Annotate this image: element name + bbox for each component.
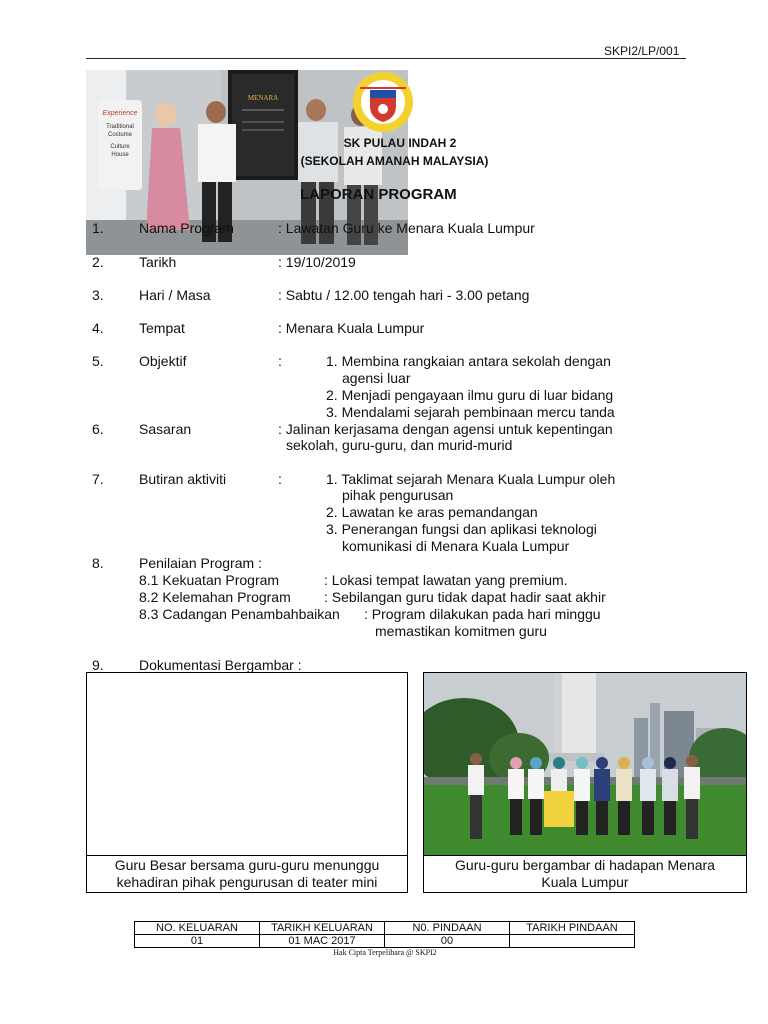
activity-line: 2. Lawatan ke aras pemandangan — [326, 504, 538, 520]
evaluation-value-strength: : Lokasi tempat lawatan yang premium. — [324, 572, 568, 588]
school-crest-logo — [352, 70, 414, 134]
evaluation-label-weakness: 8.2 Kelemahan Program — [139, 589, 291, 605]
activity-line: komunikasi di Menara Kuala Lumpur — [342, 538, 570, 554]
revision-cell — [510, 935, 635, 948]
item-label-date: Tarikh — [139, 254, 177, 270]
activity-line: 1. Taklimat sejarah Menara Kuala Lumpur oleh — [326, 471, 616, 487]
school-subtitle: (SEKOLAH AMANAH MALAYSIA) — [300, 154, 489, 168]
item-value-venue: : Menara Kuala Lumpur — [278, 320, 425, 336]
activity-line: pihak pengurusan — [342, 487, 454, 503]
item-number: 4. — [92, 320, 104, 336]
photo-frame-left-empty — [86, 672, 408, 856]
report-title: LAPORAN PROGRAM — [300, 186, 457, 203]
photo-caption-left-line: Guru Besar bersama guru-guru menunggu — [114, 857, 380, 873]
item-colon: : — [278, 471, 282, 487]
item-number: 5. — [92, 353, 104, 369]
revision-cell: 01 — [135, 935, 260, 948]
item-number: 2. — [92, 254, 104, 270]
revision-cell: 00 — [385, 935, 510, 948]
target-line: sekolah, guru-guru, dan murid-murid — [286, 437, 513, 453]
evaluation-value-improvement: : Program dilakukan pada hari minggu — [364, 606, 601, 622]
target-line: : Jalinan kerjasama dengan agensi untuk kepentingan — [278, 421, 613, 437]
photo-caption-right-line: Kuala Lumpur — [541, 874, 629, 890]
standee-line-0: Experience — [102, 110, 138, 117]
standee-line-1: Traditional — [106, 124, 134, 130]
revision-cell: 01 MAC 2017 — [260, 935, 385, 948]
photo-frame-right — [423, 672, 747, 856]
standee-line-4: House — [111, 152, 129, 158]
revision-header-cell: TARIKH KELUARAN — [260, 922, 385, 935]
copyright-notice: Hak Cipta Terpelihara @ SKPI2 — [333, 948, 437, 957]
item-number: 6. — [92, 421, 104, 437]
item-number: 9. — [92, 657, 104, 673]
photo-caption-right-line: Guru-guru bergambar di hadapan Menara — [455, 857, 715, 873]
evaluation-label-strength: 8.1 Kekuatan Program — [139, 572, 280, 588]
header-rule — [86, 58, 686, 59]
item-value-day-time: : Sabtu / 12.00 tengah hari - 3.00 petang — [278, 287, 530, 303]
item-label-day-time: Hari / Masa — [139, 287, 211, 303]
item-number: 8. — [92, 555, 104, 571]
item-label-activity-details: Butiran aktiviti — [139, 471, 227, 487]
revision-table-row — [135, 935, 635, 948]
objective-line: 3. Mendalami sejarah pembinaan mercu tanda — [326, 404, 615, 420]
document-code: SKPI2/LP/001 — [604, 44, 680, 58]
photo-caption-left-line: kehadiran pihak pengurusan di teater mini — [116, 874, 378, 890]
revision-table — [134, 921, 635, 948]
activity-line: 3. Penerangan fungsi dan aplikasi teknologi — [326, 521, 597, 537]
evaluation-label-improvement: 8.3 Cadangan Penambahbaikan — [139, 606, 340, 622]
standee-line-3: Culture — [110, 144, 130, 150]
item-value-date: : 19/10/2019 — [278, 254, 356, 270]
item-number: 3. — [92, 287, 104, 303]
item-label-program-name: Nama Program — [139, 220, 234, 236]
item-number: 1. — [92, 220, 104, 236]
item-label-venue: Tempat — [139, 320, 185, 336]
item-label-target: Sasaran — [139, 421, 192, 437]
item-label-objective: Objektif — [139, 353, 187, 369]
item-label-documentation: Dokumentasi Bergambar : — [139, 657, 302, 673]
revision-header-cell: N0. PINDAAN — [385, 922, 510, 935]
objective-line: 1. Membina rangkaian antara sekolah dengan — [326, 353, 611, 369]
revision-header-cell: NO. KELUARAN — [135, 922, 260, 935]
school-name: SK PULAU INDAH 2 — [343, 136, 457, 150]
item-value-program-name: : Lawatan Guru ke Menara Kuala Lumpur — [278, 220, 535, 236]
objective-line: 2. Menjadi pengayaan ilmu guru di luar bidang — [326, 387, 614, 403]
group-photo-kl-tower — [424, 673, 746, 855]
evaluation-value-weakness: : Sebilangan guru tidak dapat hadir saat akhir — [324, 589, 606, 605]
standee-line-2: Costume — [107, 132, 133, 138]
item-colon: : — [278, 353, 282, 369]
revision-table-header-row — [135, 922, 635, 935]
item-label-evaluation: Penilaian Program : — [139, 555, 262, 571]
evaluation-value-improvement-cont: memastikan komitmen guru — [375, 623, 547, 639]
objective-line: agensi luar — [342, 370, 411, 386]
revision-header-cell: TARIKH PINDAAN — [510, 922, 635, 935]
item-number: 7. — [92, 471, 104, 487]
plaque-title: MENARA — [247, 94, 279, 102]
